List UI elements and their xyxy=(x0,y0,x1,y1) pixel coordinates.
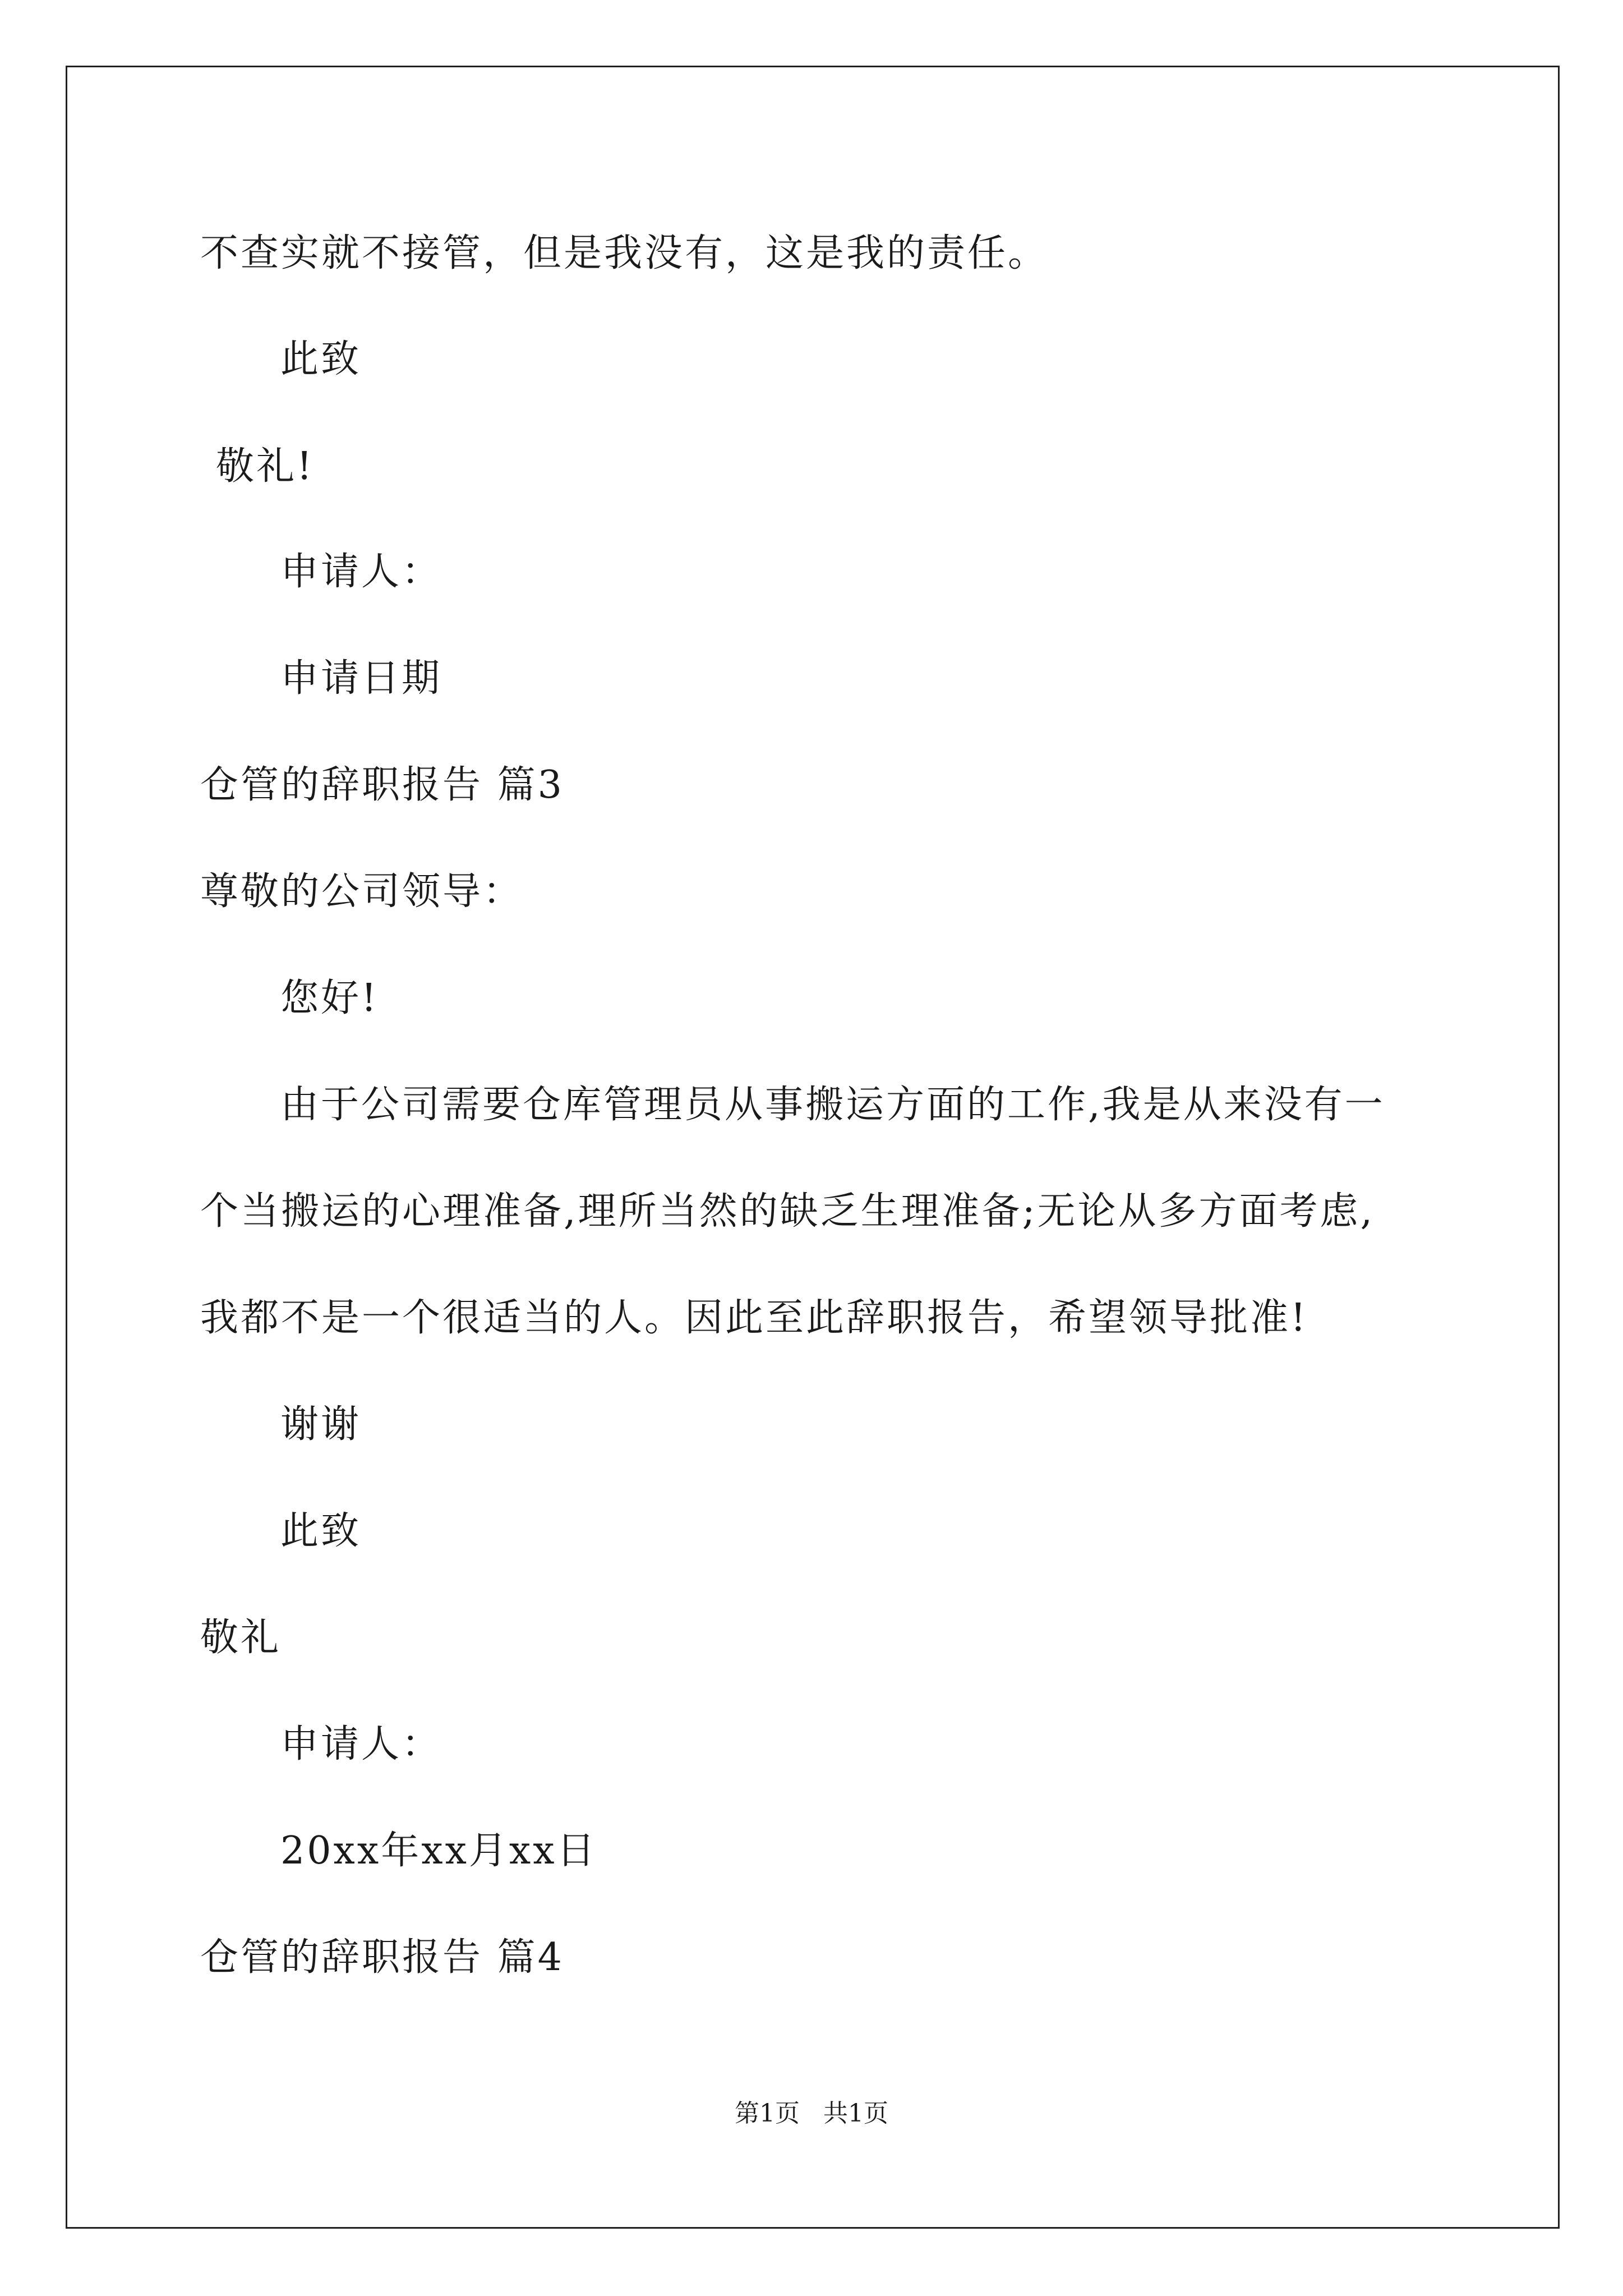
date-line: 20xx年xx月xx日 xyxy=(280,1829,597,1873)
salutation-line: 敬礼 xyxy=(200,1616,282,1660)
body-line: 不查实就不接管，但是我没有，这是我的责任。 xyxy=(200,231,1049,275)
salutation-line: 敬礼! xyxy=(216,444,315,489)
applicant-label: 申请人： xyxy=(280,1722,442,1766)
section-heading: 仓管的辞职报告 篇3 xyxy=(200,763,564,807)
section-heading: 仓管的辞职报告 篇4 xyxy=(200,1935,564,1980)
body-line: 我都不是一个很适当的人。因此至此辞职报告，希望领导批准! xyxy=(200,1296,1308,1340)
page-footer: 第1页 共1页 xyxy=(735,2099,888,2128)
hello-line: 您好! xyxy=(280,976,379,1020)
closing-line: 此致 xyxy=(280,1509,362,1553)
body-line: 个当搬运的心理准备,理所当然的缺乏生理准备;无论从多方面考虑, xyxy=(200,1189,1375,1234)
application-date-label: 申请日期 xyxy=(280,656,442,701)
body-line: 由于公司需要仓库管理员从事搬运方面的工作,我是从来没有一 xyxy=(280,1083,1385,1127)
applicant-label: 申请人： xyxy=(280,550,442,594)
closing-line: 此致 xyxy=(280,337,362,381)
page-border xyxy=(66,66,1560,2229)
thanks-line: 谢谢 xyxy=(280,1402,362,1447)
greeting-line: 尊敬的公司领导： xyxy=(200,869,524,914)
